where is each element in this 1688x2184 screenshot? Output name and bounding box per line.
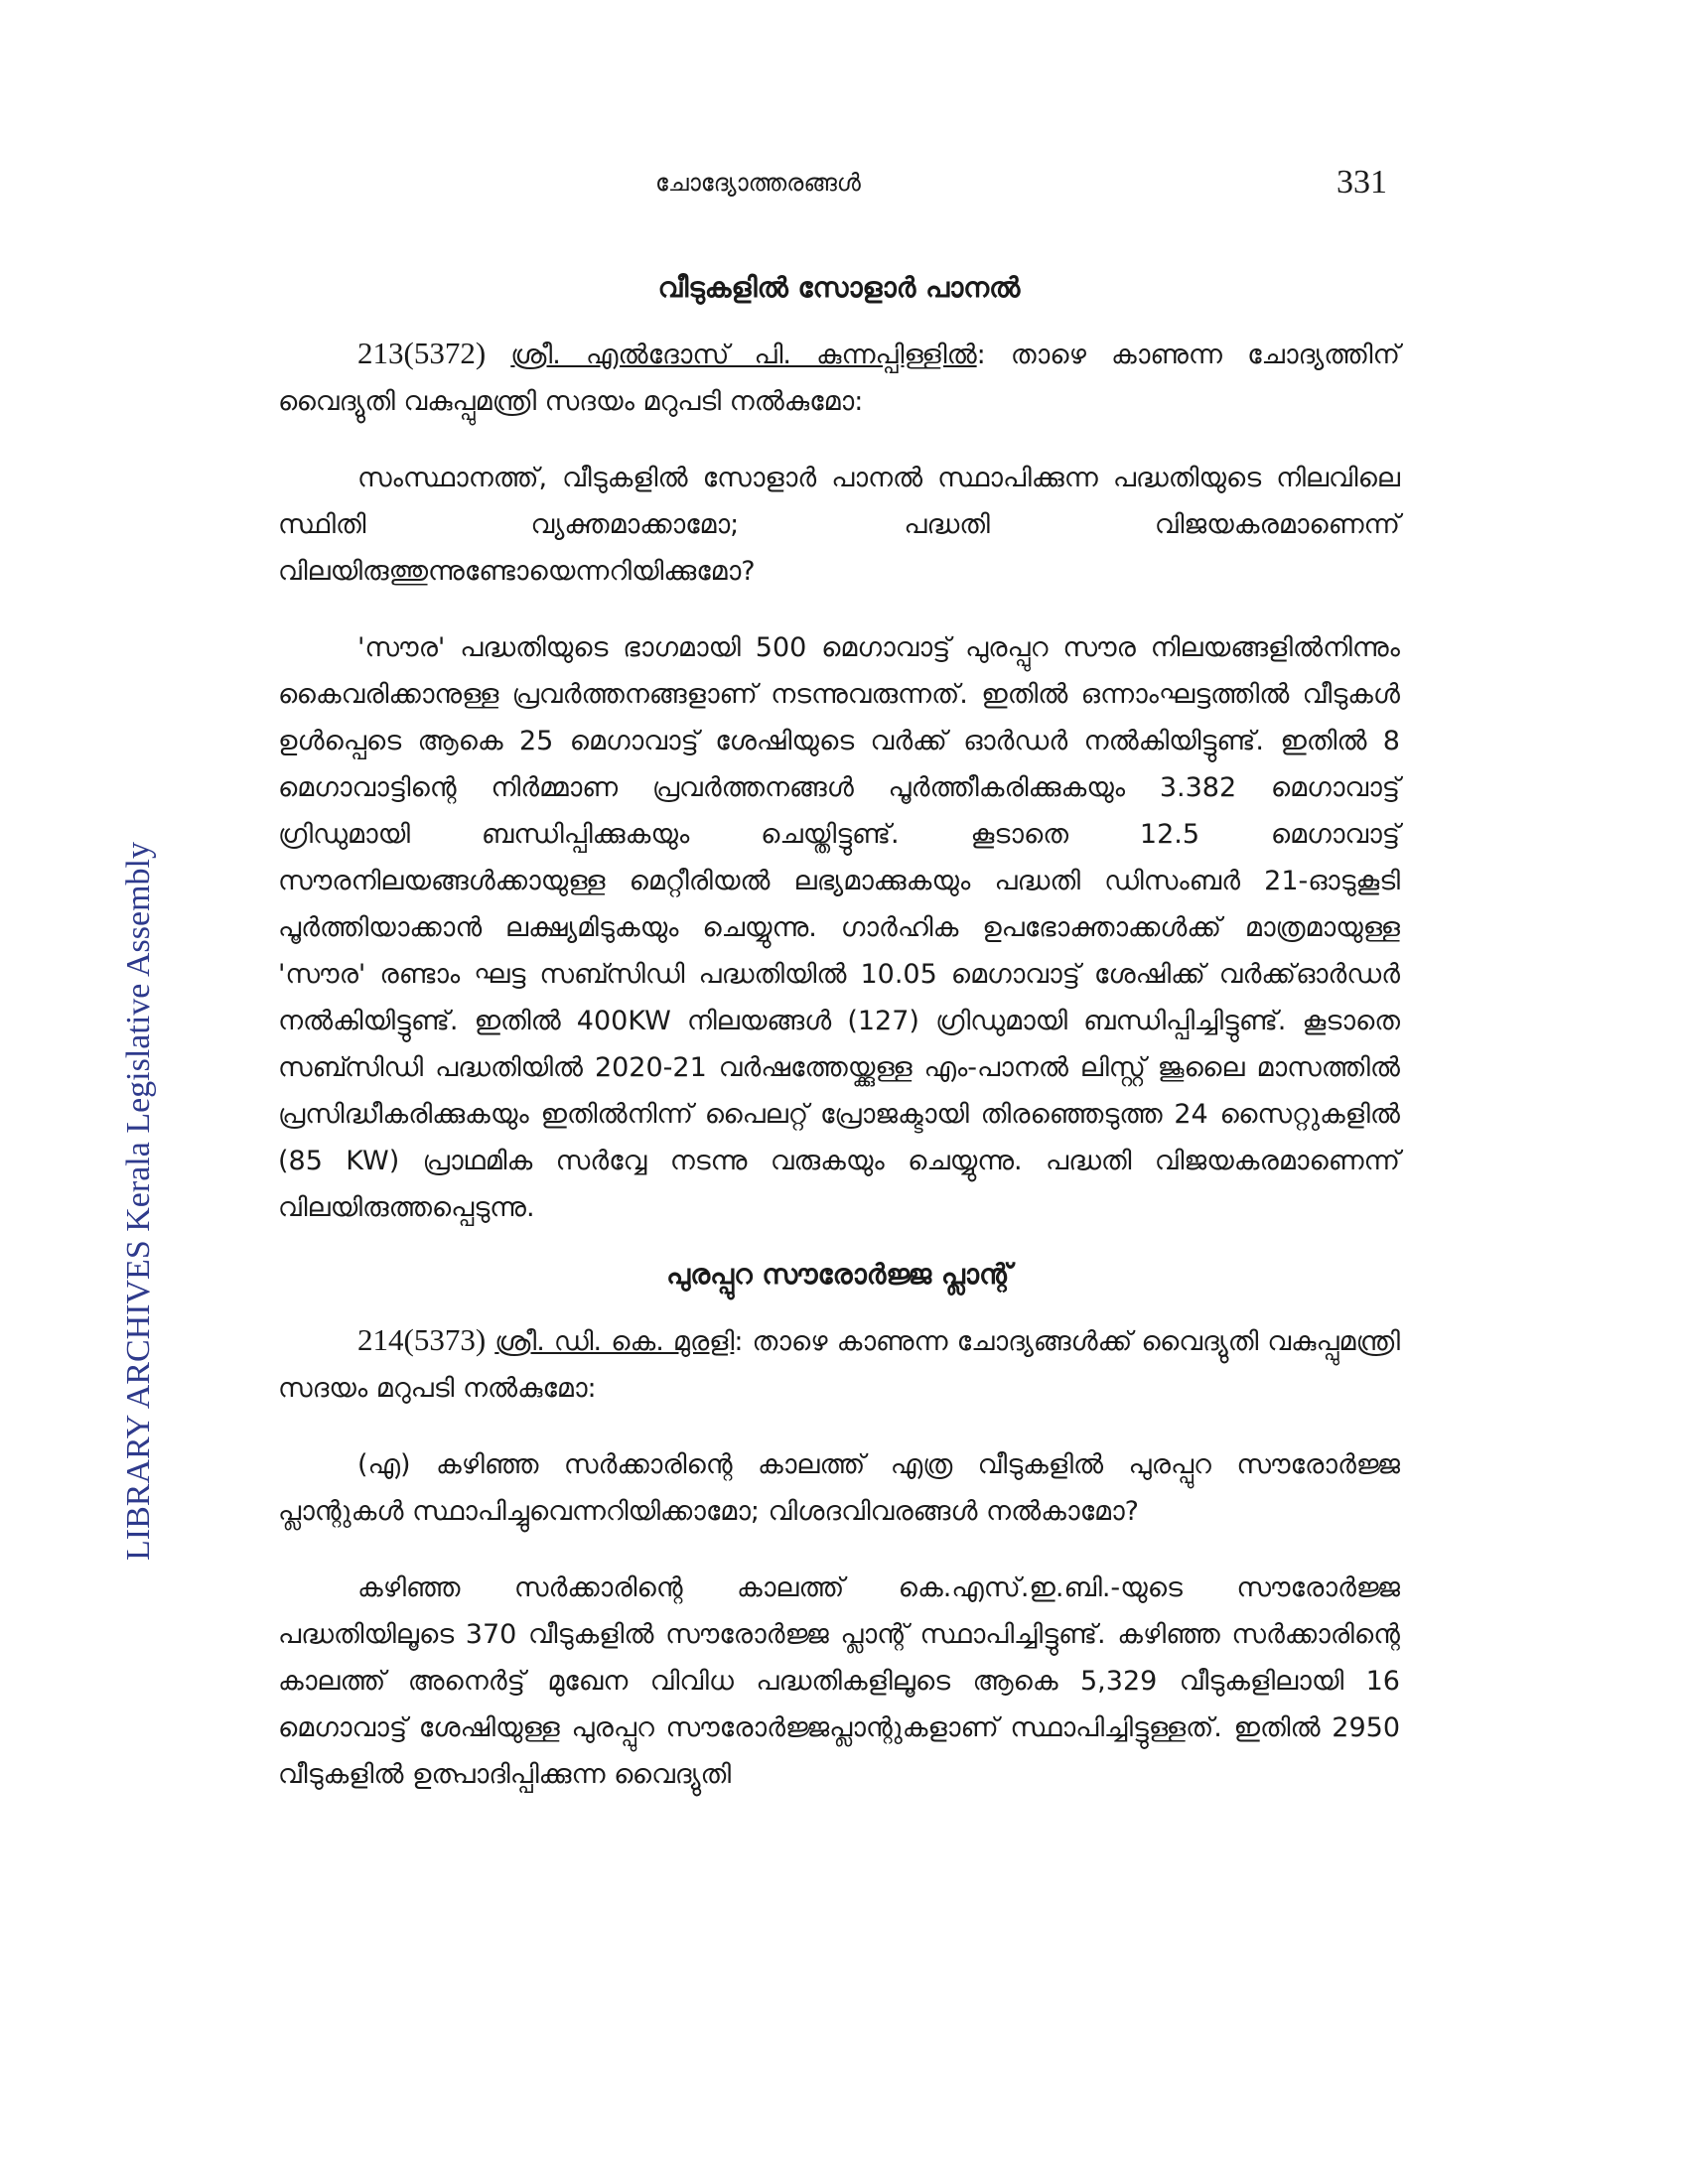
question-text: (എ) കഴിഞ്ഞ സർക്കാരിന്റെ കാലത്ത് എത്ര വീടുകളിൽ പുരപ്പുറ സൗരോർജ്ജ പ്ലാന്റുകൾ സ്ഥാപിച്ചുവെന്നറിയിക്കാമോ; വിശദവിവരങ്ങൾ നൽകാമോ? (278, 1449, 1400, 1527)
running-head: ചോദ്യോത്തരങ്ങൾ (655, 169, 861, 197)
answer-text: 'സൗര' പദ്ധതിയുടെ ഭാഗമായി 500 മെഗാവാട്ട് പുരപ്പുറ സൗര നിലയങ്ങളിൽനിന്നും കൈവരിക്കാനുള്ള പ്രവർത്തനങ്ങളാണ് നടന്നുവരുന്നത്. ഇതിൽ ഒന്നാംഘട്ടത്തിൽ വീടുകൾ ഉൾപ്പെടെ ആകെ 25 മെഗാവാട്ട് ശേഷിയുടെ വർക്ക് ഓർഡർ നൽകിയിട്ടുണ്ട്. ഇതിൽ 8 മെഗാവാട്ടിന്റെ നിർമ്മാണ പ്രവർത്തനങ്ങൾ പൂർത്തീകരിക്കുകയും 3.382 മെഗാവാട്ട് ഗ്രിഡുമായി ബന്ധിപ്പിക്കുകയും ചെയ്തിട്ടുണ്ട്. കൂടാതെ 12.5 മെഗാവാട്ട് സൗരനിലയങ്ങൾക്കായുള്ള മെറ്റീരിയൽ ലഭ്യമാക്കുകയും പദ്ധതി ഡിസംബർ 21-ഓടുകൂടി പൂർത്തിയാക്കാൻ ലക്ഷ്യമിടുകയും ചെയ്യുന്നു. ഗാർഹിക ഉപഭോക്താക്കൾക്ക് മാത്രമായുള്ള 'സൗര' രണ്ടാം ഘട്ട സബ്സിഡി പദ്ധതിയിൽ 10.05 മെഗാവാട്ട് ശേഷിക്ക് വർക്ക്ഓർഡർ നൽകിയിട്ടുണ്ട്. ഇതിൽ 400KW നിലയങ്ങൾ (127) ഗ്രിഡുമായി ബന്ധിപ്പിച്ചിട്ടുണ്ട്. കൂടാതെ സബ്സിഡി പദ്ധതിയിൽ 2020-21 വർഷത്തേയ്ക്കുള്ള എം-പാനൽ ലിസ്റ്റ് ജൂലൈ മാസത്തിൽ പ്രസിദ്ധീകരിക്കുകയും ഇതിൽനിന്ന് പൈലറ്റ് പ്രോജക്ടായി തിരഞ്ഞെടുത്ത 24 സൈറ്റുകളിൽ (85 KW) പ്രാഥമിക സർവ്വേ നടന്നു വരുകയും ചെയ്യുന്നു. പദ്ധതി വിജയകരമാണെന്ന് വിലയിരുത്തപ്പെടുന്നു. (278, 632, 1400, 1223)
question-text: സംസ്ഥാനത്ത്, വീടുകളിൽ സോളാർ പാനൽ സ്ഥാപിക്കുന്ന പദ്ധതിയുടെ നിലവിലെ സ്ഥിതി വ്യക്തമാക്കാമോ; പദ്ധതി വിജയകരമാണെന്ന് വിലയിരുത്തുന്നുണ്ടോയെന്നറിയിക്കുമോ? (278, 463, 1400, 587)
question-intro-text: : താഴെ കാണുന്ന ചോദ്യത്തിന് വൈദ്യുതി വകുപ്പുമന്ത്രി സദയം മറുപടി നൽകുമോ: (278, 340, 1400, 417)
section-title: വീടുകളിൽ സോളാർ പാനൽ (657, 271, 1021, 304)
page-content (278, 268, 1400, 1822)
question-intro-text: : താഴെ കാണുന്ന ചോദ്യങ്ങൾക്ക് വൈദ്യുതി വകുപ്പുമന്ത്രി സദയം മറുപടി നൽകുമോ: (278, 1326, 1400, 1404)
answer-text: കഴിഞ്ഞ സർക്കാരിന്റെ കാലത്ത് കെ.എസ്.ഇ.ബി.-യുടെ സൗരോർജ്ജ പദ്ധതിയിലൂടെ 370 വീടുകളിൽ സൗരോർജ്ജ പ്ലാന്റ് സ്ഥാപിച്ചിട്ടുണ്ട്. കഴിഞ്ഞ സർക്കാരിന്റെ കാലത്ത് അനെർട്ട് മുഖേന വിവിധ പദ്ധതികളിലൂടെ ആകെ 5,329 വീടുകളിലായി 16 മെഗാവാട്ട് ശേഷിയുള്ള പുരപ്പുറ സൗരോർജ്ജപ്ലാന്റുകളാണ് സ്ഥാപിച്ചിട്ടുള്ളത്. ഇതിൽ 2950 വീടുകളിൽ ഉത്പാദിപ്പിക്കുന്ന വൈദ്യുതി (278, 1572, 1400, 1790)
section-title: പുരപ്പുറ സൗരോർജ്ജ പ്ലാന്റ് (666, 1258, 1012, 1291)
question-intro (278, 1316, 1400, 1412)
page-number: 331 (1336, 164, 1387, 201)
member-name: ശ്രീ. ഡി. കെ. മുരളി (494, 1326, 735, 1357)
archive-watermark: LIBRARY ARCHIVES Kerala Legislative Assembly (120, 841, 157, 1562)
member-name: ശ്രീ. എൽദോസ് പി. കുന്നപ്പിള്ളിൽ (510, 340, 977, 370)
section-rooftop-solar-plant (278, 1255, 1400, 1798)
section-solar-panel (278, 268, 1400, 1231)
question-number: 213(5372) (357, 336, 487, 370)
question-intro (278, 330, 1400, 425)
question-number: 214(5373) (357, 1322, 487, 1357)
